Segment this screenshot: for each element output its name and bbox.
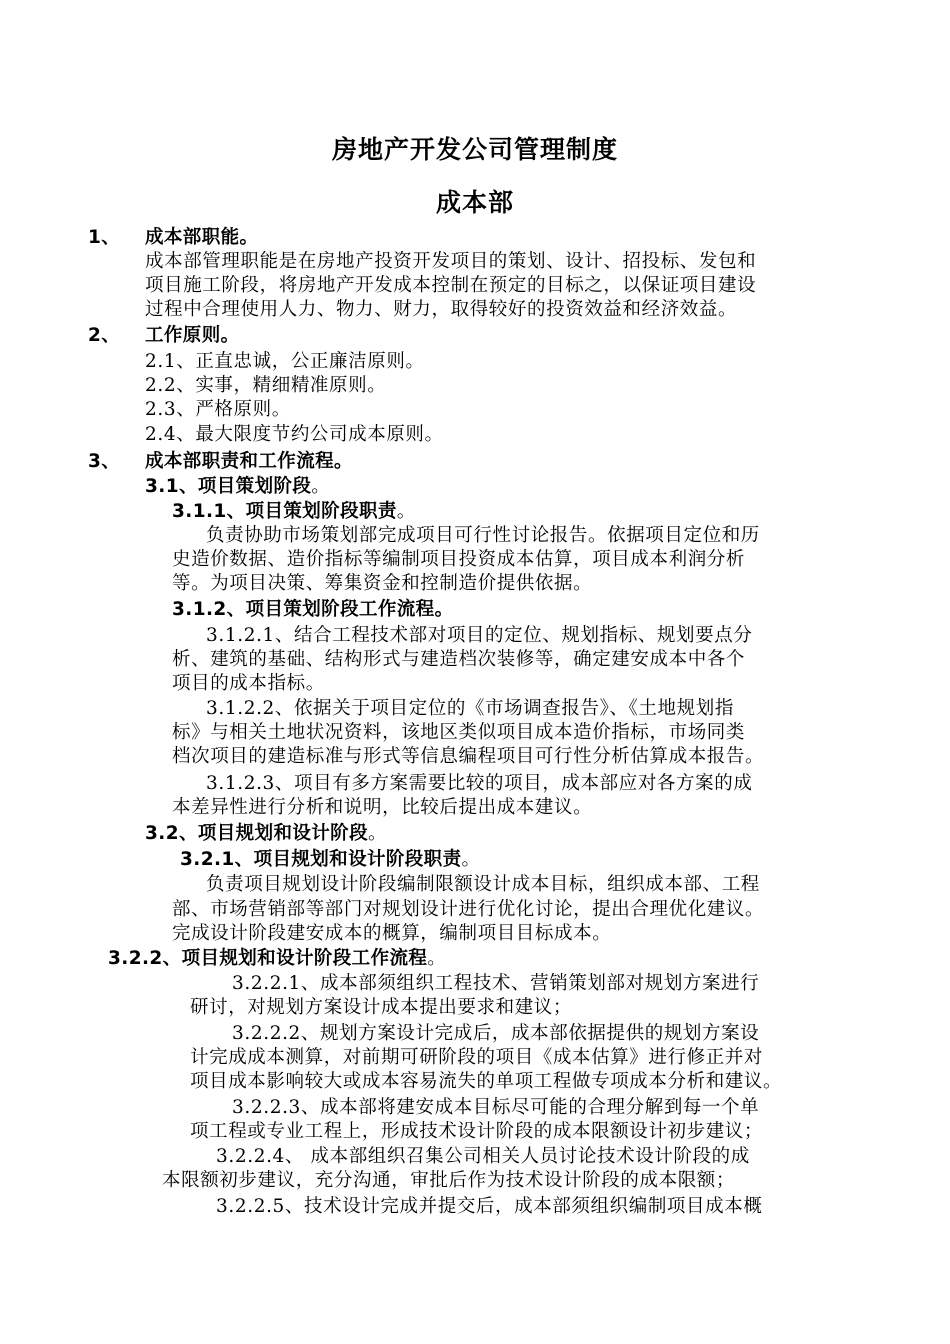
paragraph-line: 研讨，对规划方案设计成本提出要求和建议； [190, 997, 573, 1018]
paragraph-line: 成本部管理职能是在房地产投资开发项目的策划、设计、招投标、发包和 [145, 251, 757, 272]
paragraph-line: 项目施工阶段，将房地产开发成本控制在预定的目标之，以保证项目建设 [145, 275, 757, 296]
paragraph-line: 3.1.2.3、项目有多方案需要比较的项目，成本部应对各方案的成 [206, 773, 753, 794]
subsection-heading-text: 3.2.2、项目规划和设计阶段工作流程 [108, 948, 428, 969]
paragraph-line: 档次项目的建造标准与形式等信息编程项目可行性分析估算成本报告。 [172, 746, 765, 767]
paragraph-line: 过程中合理使用人力、物力、财力，取得较好的投资效益和经济效益。 [145, 299, 738, 320]
heading-period: 。 [427, 948, 447, 969]
paragraph-line: 3.2.2.4、 成本部组织召集公司相关人员讨论技术设计阶段的成 [216, 1146, 750, 1167]
paragraph-line: 项工程或专业工程上，形成技术设计阶段的成本限额设计初步建议； [190, 1121, 764, 1142]
section-1-number: 1、 [88, 227, 121, 248]
heading-period: 。 [311, 476, 331, 497]
list-item: 2.1、正直忠诚，公正廉洁原则。 [145, 351, 425, 372]
list-item: 2.2、实事，精细精准原则。 [145, 375, 387, 396]
paragraph-line: 标》与相关土地状况资料，该地区类似项目成本造价指标，市场同类 [172, 722, 746, 743]
subsection-3-2-heading [145, 822, 387, 846]
paragraph-line: 项目成本影响较大或成本容易流失的单项工程做专项成本分析和建议。 [190, 1071, 783, 1092]
subsection-heading-text: 3.2.1、项目规划和设计阶段职责 [180, 849, 462, 870]
paragraph-line: 本差异性进行分析和说明，比较后提出成本建议。 [172, 797, 593, 818]
section-1-heading: 成本部职能。 [145, 227, 259, 248]
paragraph-line: 负责项目规划设计阶段编制限额设计成本目标，组织成本部、工程 [206, 874, 760, 895]
paragraph-line: 部、市场营销部等部门对规划设计进行优化讨论，提出合理优化建议。 [172, 899, 765, 920]
subsection-heading-text: 3.2、项目规划和设计阶段 [145, 823, 368, 844]
paragraph-line: 完成设计阶段建安成本的概算，编制项目目标成本。 [172, 923, 612, 944]
paragraph-line: 计完成成本测算，对前期可研阶段的项目《成本估算》进行修正并对 [190, 1047, 764, 1068]
heading-period: 。 [396, 501, 416, 522]
subsection-3-1-2-heading: 3.1.2、项目策划阶段工作流程。 [172, 599, 454, 620]
paragraph-line: 析、建筑的基础、结构形式与建造档次装修等，确定建安成本中各个 [172, 649, 746, 670]
paragraph-line: 3.2.2.2、规划方案设计完成后，成本部依据提供的规划方案设 [232, 1023, 760, 1044]
paragraph-line: 3.2.2.3、成本部将建安成本目标尽可能的合理分解到每一个单 [232, 1097, 760, 1118]
paragraph-line: 3.1.2.2、依据关于项目定位的《市场调查报告》、《土地规划指 [206, 698, 734, 719]
section-3-heading: 成本部职责和工作流程。 [145, 451, 353, 472]
section-3-number: 3、 [88, 451, 121, 472]
paragraph-line: 史造价数据、造价指标等编制项目投资成本估算，项目成本利润分析 [172, 549, 746, 570]
section-2-number: 2、 [88, 325, 121, 346]
document-title: 房地产开发公司管理制度 [331, 135, 618, 164]
subsection-3-2-2-heading [108, 947, 446, 971]
list-item: 2.3、严格原则。 [145, 399, 291, 420]
paragraph-line: 3.1.2.1、结合工程技术部对项目的定位、规划指标、规划要点分 [206, 625, 753, 646]
paragraph-line: 本限额初步建议，充分沟通，审批后作为技术设计阶段的成本限额； [162, 1170, 736, 1191]
section-2-heading: 工作原则。 [145, 325, 240, 346]
subsection-heading-text: 3.1.1、项目策划阶段职责 [172, 501, 397, 522]
department-title: 成本部 [435, 188, 514, 217]
paragraph-line: 等。为项目决策、筹集资金和控制造价提供依据。 [172, 573, 593, 594]
paragraph-line: 3.2.2.1、成本部须组织工程技术、营销策划部对规划方案进行 [232, 973, 760, 994]
subsection-3-1-1-heading [172, 500, 416, 524]
list-item: 2.4、最大限度节约公司成本原则。 [145, 424, 444, 445]
paragraph-line: 3.2.2.5、技术设计完成并提交后，成本部须组织编制项目成本概 [216, 1196, 763, 1217]
paragraph-line: 项目的成本指标。 [172, 673, 325, 694]
subsection-3-2-1-heading [180, 848, 481, 872]
heading-period: 。 [461, 849, 481, 870]
subsection-3-1-heading [145, 475, 330, 499]
heading-period: 。 [367, 823, 388, 844]
subsection-heading-text: 3.1、项目策划阶段 [145, 476, 312, 497]
paragraph-line: 负责协助市场策划部完成项目可行性讨论报告。依据项目定位和历 [206, 525, 760, 546]
